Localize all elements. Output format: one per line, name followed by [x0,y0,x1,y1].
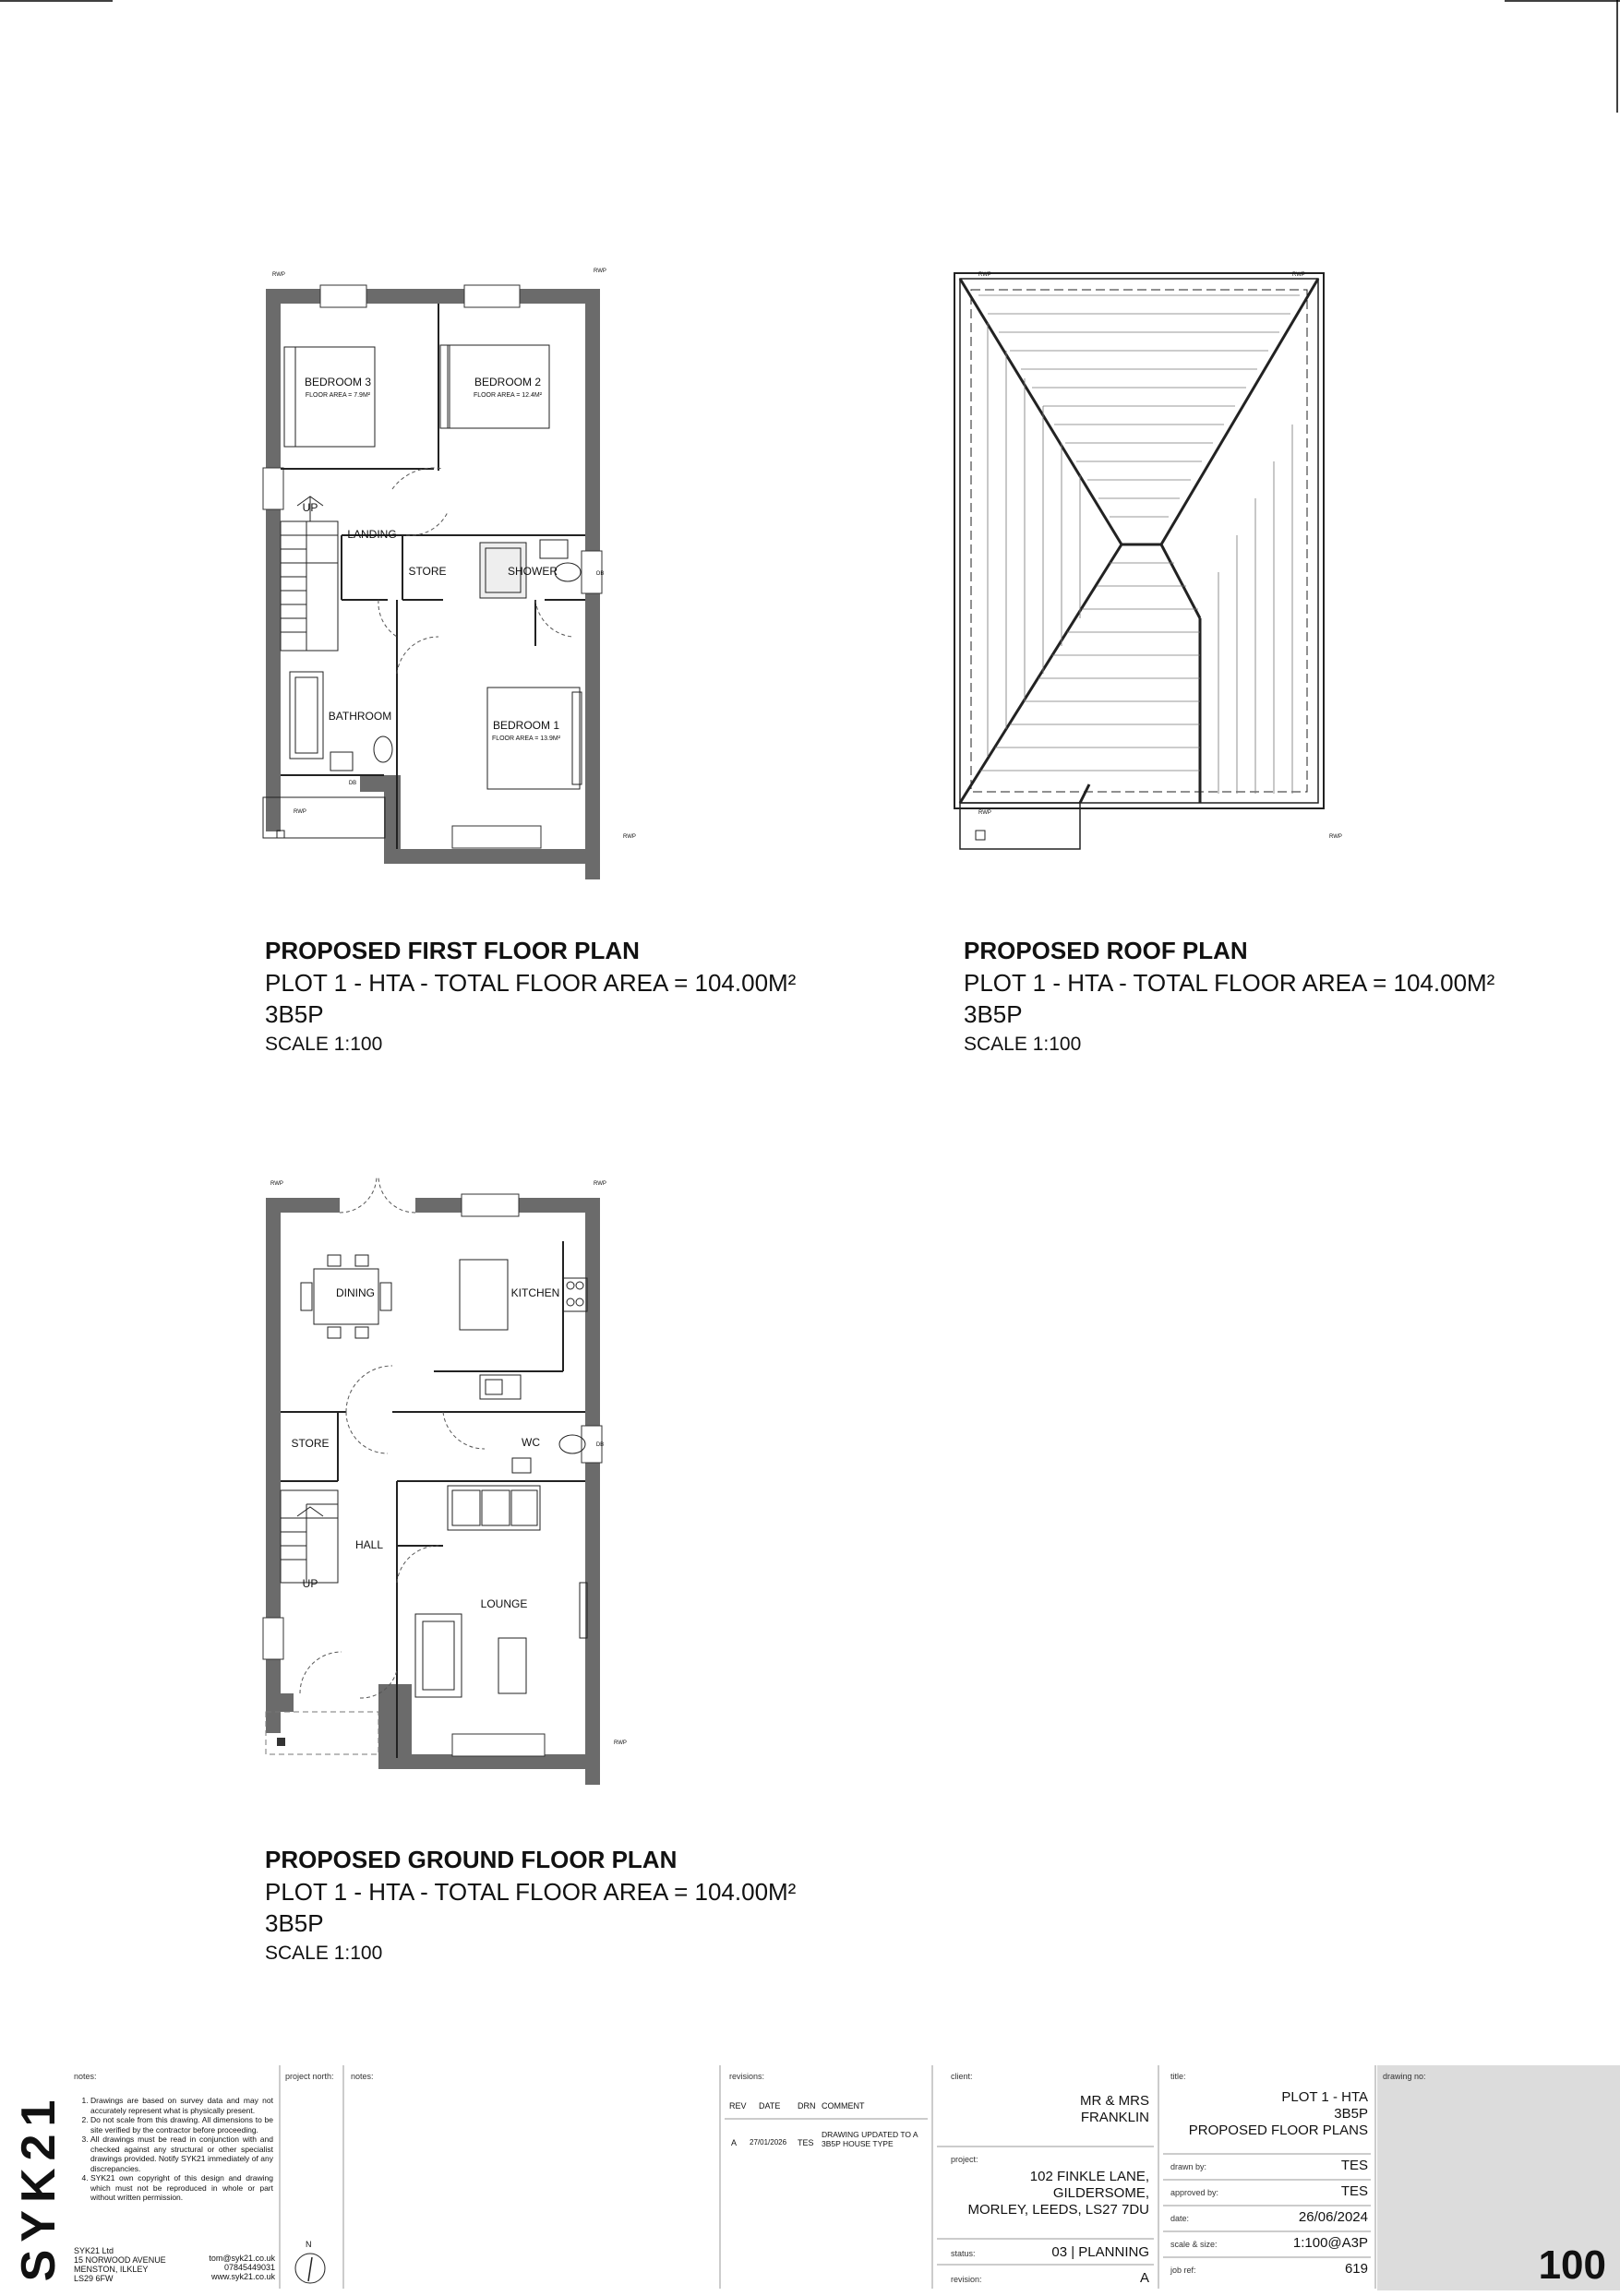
notes2-label: notes: [351,2072,374,2081]
note-4: 4. SYK21 own copyright of this design and drawing which must not be reproduced in whole or part without written permission. [90,2173,273,2203]
ground-floor-type: 3B5P [265,1909,324,1937]
date-value: 26/06/2024 [1298,2209,1368,2225]
ff-rwp-1: RWP [272,272,285,278]
company-line-3: MENSTON, ILKLEY [74,2265,149,2274]
logo-text: SYK21 [12,2092,66,2282]
ground-floor-area: PLOT 1 - HTA - TOTAL FLOOR AREA = 104.00M² [265,1878,797,1906]
label-db: DB [348,781,357,786]
crop-marks [0,0,1620,120]
label-lounge: LOUNGE [480,1597,528,1610]
company-line-4: LS29 6FW [74,2274,114,2283]
label-bedroom1-area: FLOOR AREA = 13.9M² [491,735,561,742]
label-kitchen: KITCHEN [510,1286,560,1299]
client-name [942,2093,1149,2126]
scale-label: scale & size: [1170,2240,1218,2249]
revisions-label: revisions: [729,2072,765,2081]
first-floor-rwp-labels [249,258,655,849]
gf-rwp-2: RWP [594,1181,606,1187]
drawing-no-value: 100 [1538,2242,1606,2288]
note-1: 1. Drawings are based on survey data and may not accurately represent what is physically present. [90,2096,273,2115]
project-label: project: [951,2155,978,2164]
logo [11,2071,66,2289]
title-line-1: PLOT 1 - HTA [1281,2089,1368,2105]
label-shower: SHOWER [508,565,558,578]
rev-row-comment: DRAWING UPDATED TO A 3B5P HOUSE TYPE [822,2130,918,2148]
roof-title-block [964,934,1494,1059]
roof-title: PROPOSED ROOF PLAN [964,937,1248,964]
label-bedroom2: BEDROOM 2 [474,376,542,389]
ff-rwp-2: RWP [594,269,606,274]
approved-by-label: approved by: [1170,2188,1219,2197]
rev-header-comment: COMMENT [822,2101,865,2111]
label-hall: HALL [354,1538,384,1551]
roof-scale: SCALE 1:100 [964,1034,1082,1055]
client-line-2: FRANKLIN [1080,2110,1149,2125]
north-letter: N [306,2240,312,2249]
label-store: STORE [408,565,447,578]
approved-by-value: TES [1340,2183,1368,2199]
scale-value: 1:100@A3P [1292,2235,1368,2251]
label-up: UP [302,1577,318,1590]
first-floor-scale: SCALE 1:100 [265,1034,383,1055]
label-bathroom: BATHROOM [328,710,392,723]
contact-email: tom@syk21.co.uk [209,2254,275,2263]
rev-row-date: 27/01/2026 [750,2138,787,2147]
ground-floor-porch [266,1712,378,1754]
label-dining: DINING [336,1286,375,1299]
label-bedroom2-area: FLOOR AREA = 12.4M² [473,392,543,399]
project-north-label: project north: [285,2072,334,2081]
roof-rwp-4: RWP [1329,834,1342,840]
gf-rwp-1: RWP [270,1181,283,1187]
project-line-1: 102 FINKLE LANE, GILDERSOME, [1029,2169,1149,2201]
label-wc: WC [522,1436,540,1449]
first-floor-title: PROPOSED FIRST FLOOR PLAN [265,937,640,964]
ground-floor-stairs [281,1490,338,1583]
title-strip [0,2063,1620,2290]
roof-type: 3B5P [964,1000,1023,1028]
revision-label: revision: [951,2275,982,2284]
label-landing: LANDING [347,528,397,541]
label-bedroom1: BEDROOM 1 [492,719,560,732]
roof-rwp-3: RWP [978,810,991,816]
notes-list [74,2096,273,2203]
company-contact [175,2254,275,2281]
gf-rwp-3: RWP [614,1740,627,1746]
title-line-2: 3B5P [1334,2106,1368,2122]
title-label: title: [1170,2072,1186,2081]
ground-floor-title: PROPOSED GROUND FLOOR PLAN [265,1846,678,1873]
contact-phone: 07845449031 [223,2263,275,2272]
job-ref-value: 619 [1344,2261,1368,2277]
note-3: 3. All drawings must be read in conjunction with and checked against any structural or other specialist drawings provided. Notify SYK21 immediately of any discrepancies. [90,2135,273,2173]
ff-rwp-3: RWP [294,809,306,815]
label-db: DB [595,1442,605,1448]
job-ref-label: job ref: [1170,2266,1196,2275]
roof-plan [951,268,1342,877]
ground-floor-meter [277,1738,285,1746]
contact-web: www.syk21.co.uk [210,2272,275,2281]
ground-floor-french-doors [340,1176,415,1213]
ground-floor-scale: SCALE 1:100 [265,1943,383,1964]
roof-rwp-2: RWP [1292,272,1305,278]
drawn-by-label: drawn by: [1170,2162,1207,2171]
first-floor-type: 3B5P [265,1000,324,1028]
client-line-1: MR & MRS [1080,2093,1149,2109]
first-floor-title-block [265,934,796,1059]
rev-row-rev: A [731,2138,738,2147]
title-line-3: PROPOSED FLOOR PLANS [1188,2123,1368,2138]
ground-floor-title-block [265,1843,796,1968]
ground-floor-door-swings [300,1366,485,1698]
revision-value: A [1139,2270,1149,2286]
date-label: date: [1170,2214,1190,2223]
rev-header-rev: REV [729,2101,747,2111]
client-label: client: [951,2072,973,2081]
ff-rwp-4: RWP [623,834,636,840]
drawing-no-label: drawing no: [1383,2072,1426,2081]
project-address [942,2169,1149,2218]
label-bedroom3: BEDROOM 3 [304,376,372,389]
ground-floor-plan [249,1167,646,1767]
label-up: UP [302,501,318,514]
status-value: 03 | PLANNING [1051,2244,1149,2260]
roof-area: PLOT 1 - HTA - TOTAL FLOOR AREA = 104.00M² [964,969,1495,997]
company-line-2: 15 NORWOOD AVENUE [74,2255,166,2265]
drawing-title [1163,2089,1368,2139]
label-ob: OB [595,571,605,577]
drawn-by-value: TES [1340,2158,1368,2173]
rev-header-drn: DRN [798,2101,816,2111]
first-floor-area: PLOT 1 - HTA - TOTAL FLOOR AREA = 104.00M² [265,969,797,997]
rev-row-drn: TES [798,2138,814,2147]
status-label: status: [951,2249,976,2258]
label-store: STORE [291,1437,330,1450]
notes-label: notes: [74,2072,97,2081]
company-address [74,2246,166,2283]
project-line-2: MORLEY, LEEDS, LS27 7DU [967,2202,1149,2218]
ground-floor-furniture [301,1255,587,1697]
company-line-1: SYK21 Ltd [74,2246,114,2255]
rev-header-date: DATE [759,2101,781,2111]
label-bedroom3-area: FLOOR AREA = 7.9M² [305,392,371,399]
roof-rwp-1: RWP [978,272,991,278]
note-2: 2. Do not scale from this drawing. All dimensions to be site verified by the contractor before proceeding. [90,2115,273,2135]
